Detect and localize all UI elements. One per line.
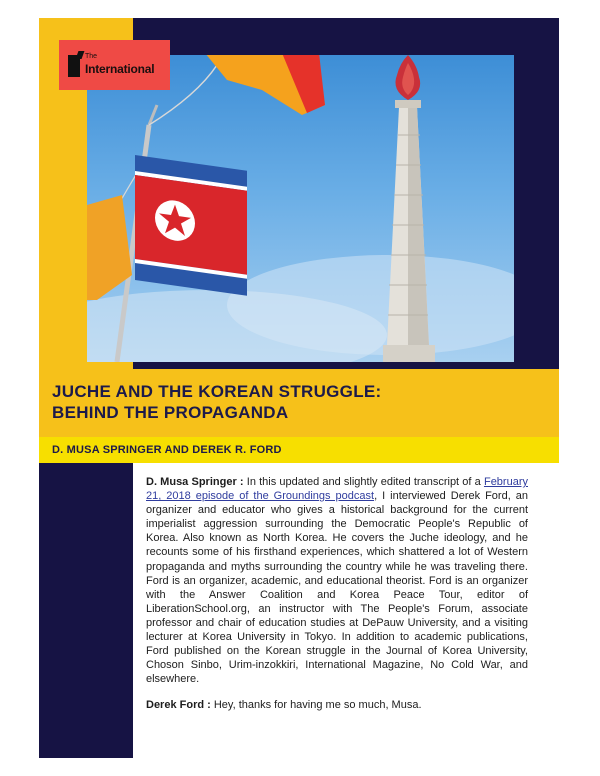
- speaker-label: Derek Ford :: [146, 699, 211, 712]
- paragraph-1: [146, 475, 528, 686]
- publication-logo: [59, 40, 170, 90]
- sidebar-navy-block: [39, 463, 133, 758]
- podcast-link[interactable]: February 21, 2018 episode of the Groundings podcast: [146, 476, 528, 503]
- cover-photo: [87, 55, 514, 362]
- title-line-1: JUCHE AND THE KOREAN STRUGGLE:: [52, 382, 382, 401]
- logo-mark-icon: [68, 55, 80, 77]
- title-line-2: BEHIND THE PROPAGANDA: [52, 403, 289, 422]
- article-title: [52, 381, 382, 423]
- logo-the: The: [85, 53, 98, 60]
- paragraph-2: [146, 698, 528, 712]
- article-authors: D. MUSA SPRINGER AND DEREK R. FORD: [52, 444, 282, 456]
- speaker-label: D. Musa Springer :: [146, 476, 244, 488]
- photo-illustration: [87, 55, 514, 362]
- intro-text: In this updated and slightly edited transcript of a: [243, 476, 484, 488]
- article-body: [146, 475, 528, 713]
- paragraph-text: , I interviewed Derek Ford, an organizer and educator who gives a historical background for the current imperialist aggression surrounding the Democratic People's Republic of Korea. Also known as North Korea. He covers the Juche ideology, and he recounts some of his firsthand experiences, which shattered a lot of Western propaganda and myths surrounding the country while he was traveling there. Ford is an organizer, academic, and educational theorist. Ford is an organizer with the Answer Coalition and Korea Peace Tour, editor of LiberationSchool.org, an instructor with The People's Forum, associate professor and chair of education studies at DePauw University, and a visiting lecturer at Korea University in Tokyo. In addition to academic publications, Ford published on the Korean struggle in the Journal of Korea University, Choson Sinbo, Urim-inzokkiri, International Magazine, No Cold War, and elsewhere.: [146, 490, 528, 686]
- paragraph-text: Hey, thanks for having me so much, Musa.: [210, 699, 422, 712]
- logo-name: International: [85, 62, 155, 76]
